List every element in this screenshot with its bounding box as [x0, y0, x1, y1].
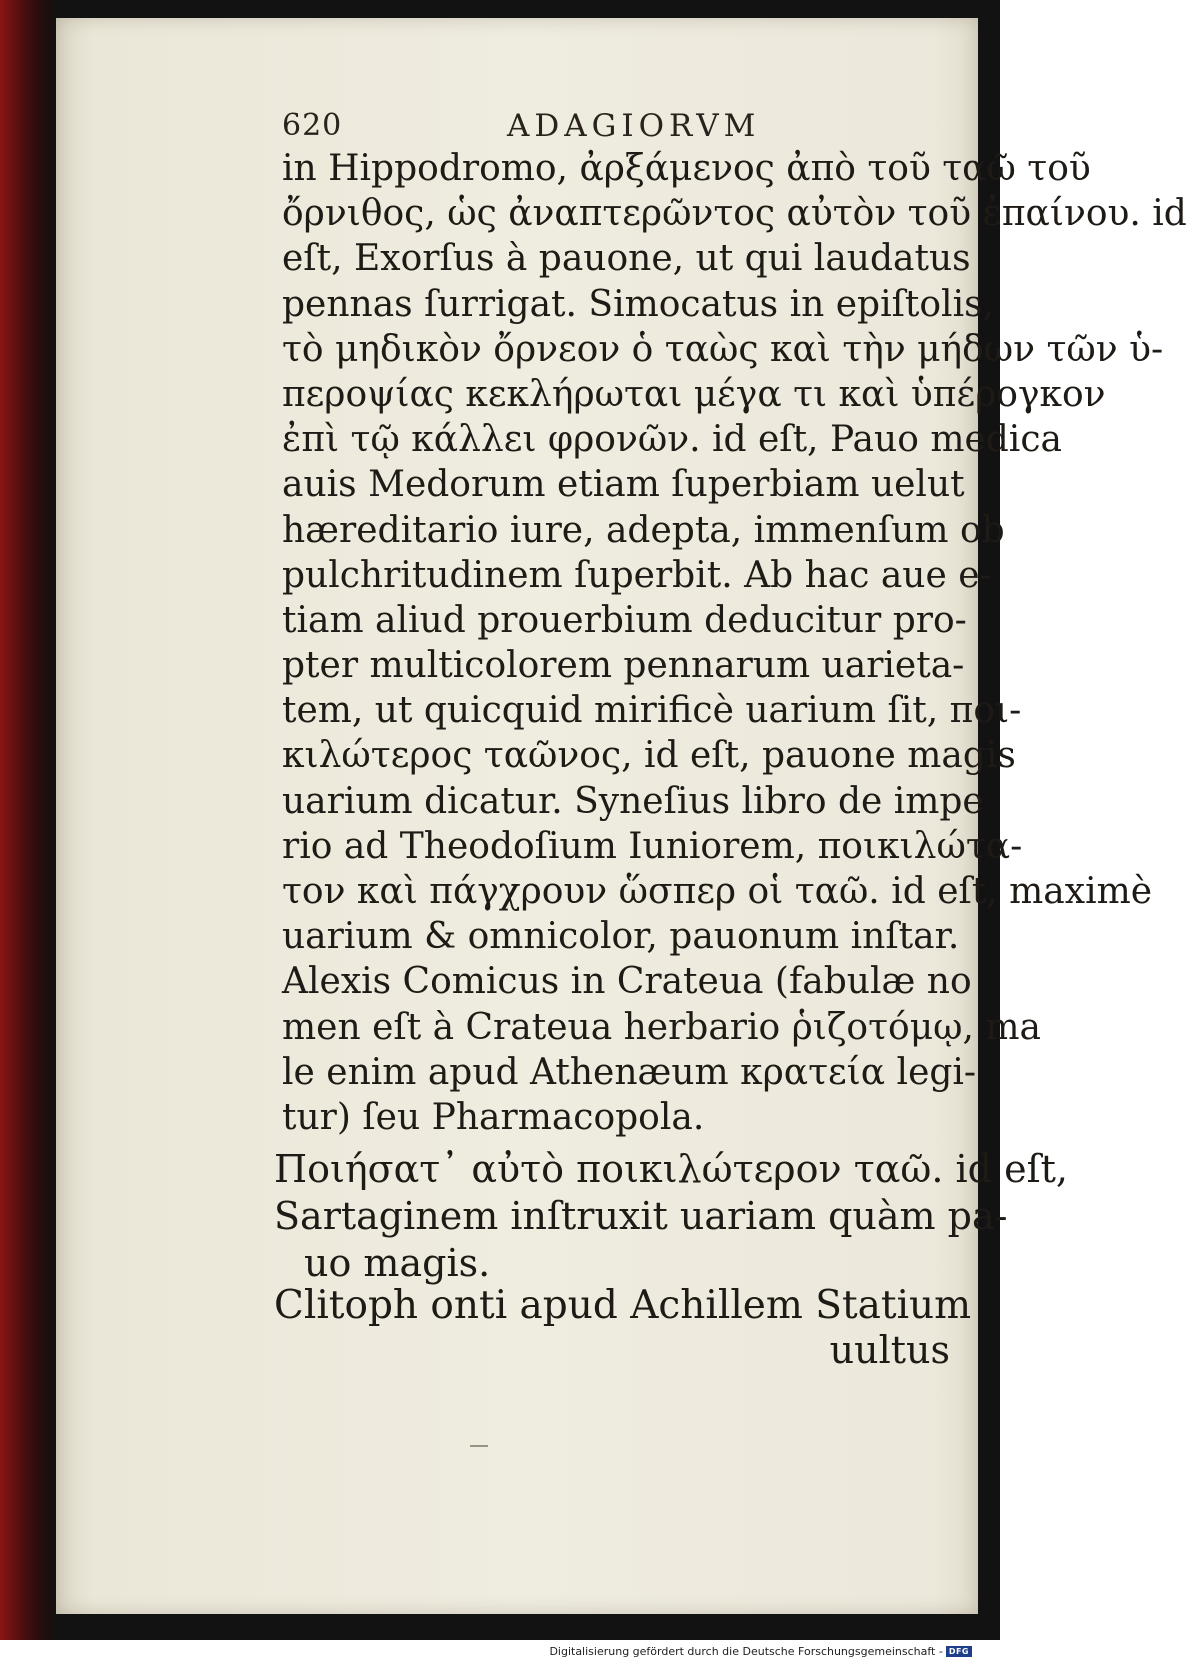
- text-line: pulchritudinem ſuperbit. Ab hac aue e-: [282, 554, 992, 596]
- text-line: le enim apud Athenæum κρατεία legi-: [282, 1051, 977, 1093]
- text-line: κιλώτερος ταῶνος, id eſt, pauone magis: [282, 735, 1016, 777]
- text-line: ἐπὶ τῷ κάλλει φρονῶν. id eſt, Pauo medica: [282, 419, 1062, 461]
- page-number: 620: [282, 108, 343, 143]
- text-line: pter multicolorem pennarum uarieta-: [282, 645, 965, 687]
- text-line: tem, ut quicquid mirificè uarium ſit, ποι-: [282, 690, 1022, 732]
- verse-line: Sartaginem inſtruxit uariam quàm pa-: [274, 1194, 1008, 1238]
- text-line: tiam aliud prouerbium deducitur pro-: [282, 599, 967, 641]
- verse-line: uo magis.: [304, 1241, 491, 1285]
- digitization-credit: [549, 1645, 972, 1658]
- text-line: ὄρνιθος, ὡς ἀναπτερῶντος αὐτὸν τοῦ ἐπαίνου. id: [282, 193, 1187, 235]
- text-line: eſt, Exorſus à pauone, ut qui laudatus: [282, 238, 971, 280]
- book-edge: [0, 0, 54, 1640]
- text-line: uarium dicatur. Syneſius libro de impe: [282, 780, 984, 822]
- continuation-text: [274, 1282, 972, 1330]
- text-line: Clitoph onti apud Achillem Statium: [274, 1283, 972, 1328]
- text-line: auis Medorum etiam ſuperbiam uelut: [282, 464, 965, 506]
- text-line: rio ad Theodoſium Iuniorem, ποικιλώτα-: [282, 825, 1023, 867]
- text-line: men eſt à Crateua herbario ῥιζοτόμῳ, ma: [282, 1006, 1041, 1048]
- body-text: [282, 146, 1187, 1140]
- verse-quotation: [274, 1146, 1068, 1287]
- catchword: uultus: [829, 1328, 950, 1372]
- verse-line: Ποιήσατ᾽ αὐτὸ ποικιλώτερον ταῶ. id eſt,: [274, 1147, 1068, 1191]
- paper-mark: [470, 1445, 488, 1447]
- text-line: pennas ſurrigat. Simocatus in epiſtolis,: [282, 283, 995, 325]
- text-line: Alexis Comicus in Crateua (fabulæ no: [282, 961, 972, 1003]
- text-line: tur) ſeu Pharmacopola.: [282, 1096, 705, 1138]
- text-line: uarium & omnicolor, pauonum inſtar.: [282, 916, 960, 958]
- text-line: τον καὶ πάγχρουν ὥσπερ οἱ ταῶ. id eſt, maximè: [282, 871, 1153, 912]
- text-line: hæreditario iure, adepta, immenſum ob: [282, 509, 1005, 551]
- page-header: [282, 108, 802, 148]
- credit-text: Digitalisierung gefördert durch die Deutsche Forschungsgemeinschaft -: [549, 1645, 943, 1658]
- dfg-logo: DFG: [946, 1646, 972, 1657]
- text-line: in Hippodromo, ἀρξάμενος ἀπὸ τοῦ ταῶ τοῦ: [282, 148, 1091, 189]
- text-line: περοψίας κεκλήρωται μέγα τι καὶ ὑπέρογκον: [282, 373, 1106, 415]
- text-line: τὸ μηδικὸν ὄρνεον ὁ ταὼς καὶ τὴν μήδων τῶν ὑ-: [282, 328, 1164, 370]
- running-title: ADAGIORVM: [507, 108, 761, 144]
